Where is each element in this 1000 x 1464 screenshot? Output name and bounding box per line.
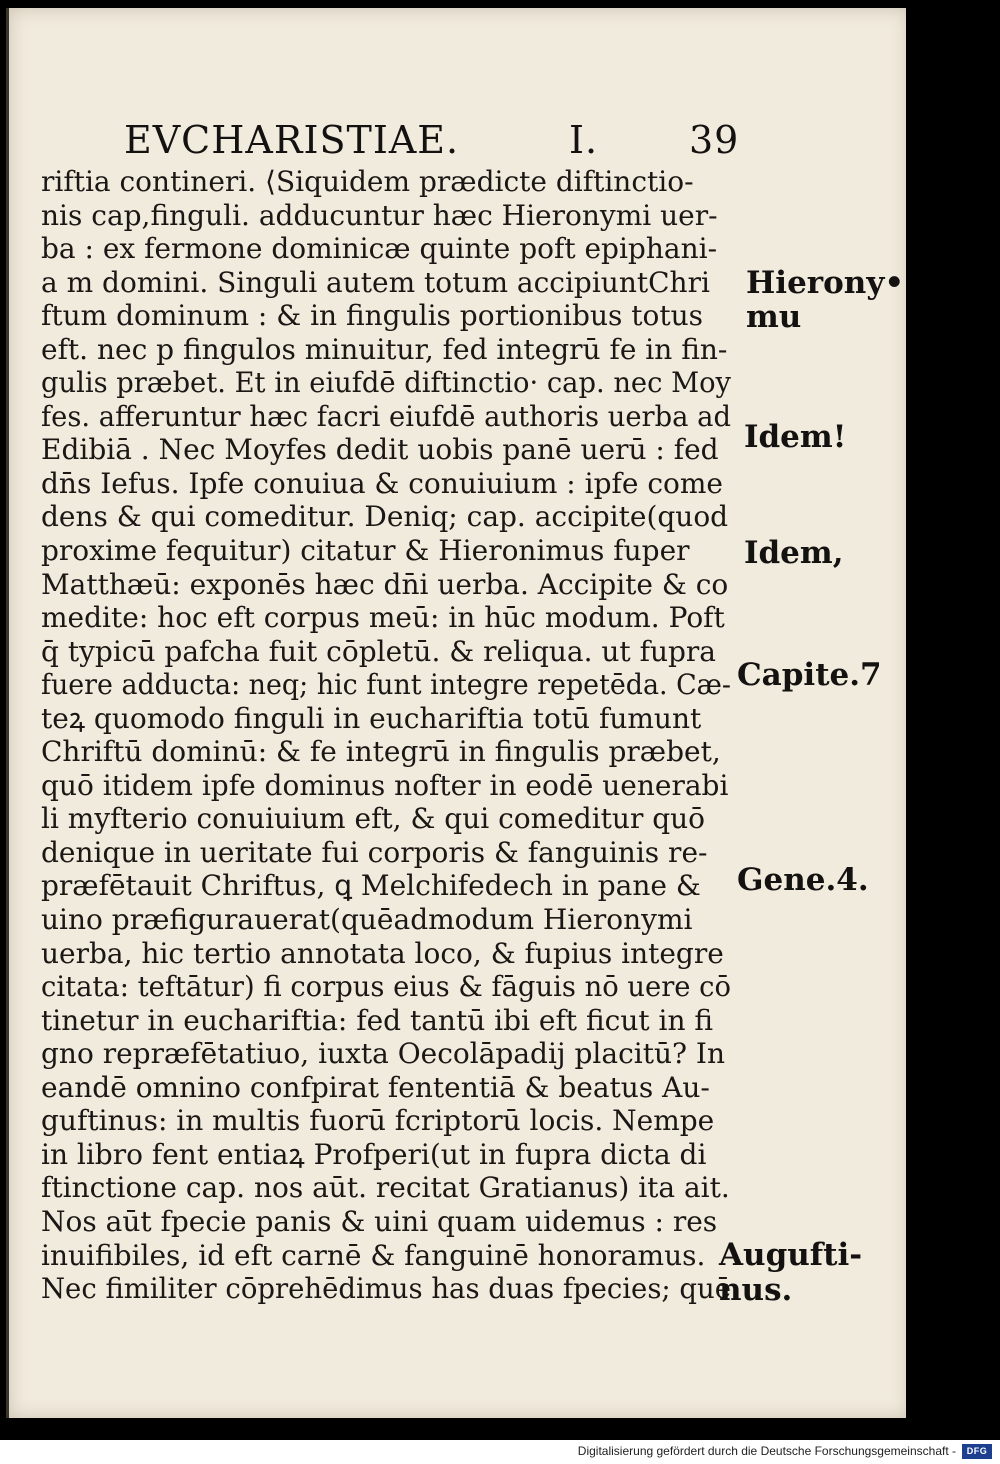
scan-border bbox=[906, 0, 1000, 1440]
text-line: medite: hoc eft corpus meū: in hūc modum. Poft bbox=[41, 601, 725, 635]
text-line: eandē omnino confpirat fententiā & beatus Au- bbox=[41, 1070, 710, 1104]
text-line: inuifibiles, id eft carnē & fanguinē honoramus. bbox=[41, 1238, 706, 1272]
text-line: li myfterio conuiuium eft, & qui comeditur quō bbox=[41, 802, 706, 836]
text-line: teꝝ quomodo finguli in euchariftia totū fumunt bbox=[41, 701, 702, 735]
page-header bbox=[124, 118, 744, 166]
text-line: fuere adducta: neq; hic funt integre repetēda. Cæ- bbox=[41, 668, 731, 702]
text-line: Nec fimiliter cōprehēdimus has duas fpecies; quē bbox=[41, 1272, 731, 1306]
section-numeral: I. bbox=[569, 118, 599, 162]
text-line: riftia contineri. ⟨Siquidem prædicte diftinctio- bbox=[41, 165, 694, 198]
text-line: ba : ex fermone dominicæ quinte poft epiphani- bbox=[41, 232, 718, 266]
text-line: fes. afferuntur hæc facri eiufdē authoris uerba ad bbox=[41, 399, 731, 433]
margin-note: Augufti- bbox=[719, 1237, 863, 1273]
text-line: a m domini. Singuli autem totum accipiuntChri bbox=[41, 265, 710, 299]
running-head: EVCHARISTIAE. bbox=[124, 118, 460, 162]
margin-note: nus. bbox=[719, 1272, 793, 1308]
margin-note: Capite.7 bbox=[737, 657, 882, 693]
margin-note: mu bbox=[746, 299, 802, 335]
text-line: gno repræfētatiuo, iuxta Oecolāpadij placitū? In bbox=[41, 1037, 725, 1071]
text-line: eft. nec p fingulos minuitur, fed integrū fe in fin- bbox=[41, 332, 728, 366]
text-line: Edibiā . Nec Moyfes dedit uobis panē uerū : fed bbox=[41, 433, 719, 467]
text-line: uino præfigurauerat(quēadmodum Hieronymi bbox=[41, 903, 693, 937]
text-line: præfētauit Chriftus, ꝗ Melchifedech in pane & bbox=[41, 869, 701, 903]
text-line: ftum dominum : & in fingulis portionibus totus bbox=[41, 299, 704, 333]
text-line: proxime fequitur) citatur & Hieronimus fuper bbox=[41, 534, 690, 568]
footer-bar bbox=[0, 1440, 1000, 1464]
text-line: citata: teftātur) fi corpus eius & fāguis nō uere cō bbox=[41, 970, 731, 1004]
text-line: ftinctione cap. nos aūt. recitat Gratianus) ita ait. bbox=[41, 1171, 730, 1205]
text-line: uerba, hic tertio annotata loco, & fupius integre bbox=[41, 936, 724, 970]
text-line: nis cap,finguli. adducuntur hæc Hieronymi uer- bbox=[41, 198, 718, 232]
margin-note: Idem! bbox=[744, 419, 847, 455]
text-line: dn̄s Iefus. Ipfe conuiua & conuiuium : ipfe come bbox=[41, 466, 723, 500]
text-line: dens & qui comeditur. Deniq; cap. accipite(quod bbox=[41, 500, 729, 534]
text-line: tinetur in euchariftia: fed tantū ibi eft ficut in fi bbox=[41, 1003, 714, 1037]
text-line: q̄ typicū pafcha fuit cōpletū. & reliqua. ut fupra bbox=[41, 634, 716, 668]
margin-note: Gene.4. bbox=[737, 862, 869, 898]
text-line: Nos aūt fpecie panis & uini quam uidemus : res bbox=[41, 1204, 718, 1238]
text-line: Chriftū dominū: & fe integrū in fingulis præbet, bbox=[41, 735, 721, 769]
body-text bbox=[41, 165, 741, 1306]
margin-note: Idem, bbox=[744, 535, 844, 571]
funding-credit: Digitalisierung gefördert durch die Deutsche Forschungsgemeinschaft - bbox=[577, 1444, 956, 1458]
margin-note: Hierony• bbox=[746, 265, 905, 301]
text-line: gulis præbet. Et in eiufdē diftinctio· cap. nec Moy bbox=[41, 366, 731, 400]
book-page-scan bbox=[6, 8, 909, 1418]
text-line: guftinus: in multis fuorū fcriptorū locis. Nempe bbox=[41, 1104, 715, 1138]
text-line: in libro fent entiaꝝ Profperi(ut in fupra dicta di bbox=[41, 1137, 707, 1171]
dfg-logo: DFG bbox=[962, 1444, 992, 1459]
text-line: Matthæū: exponēs hæc dn̄i uerba. Accipite & co bbox=[41, 567, 729, 601]
text-line: quō itidem ipfe dominus nofter in eodē uenerabi bbox=[41, 768, 729, 802]
text-line: denique in ueritate fui corporis & fanguinis re- bbox=[41, 835, 708, 869]
page-number: 39 bbox=[689, 118, 740, 162]
